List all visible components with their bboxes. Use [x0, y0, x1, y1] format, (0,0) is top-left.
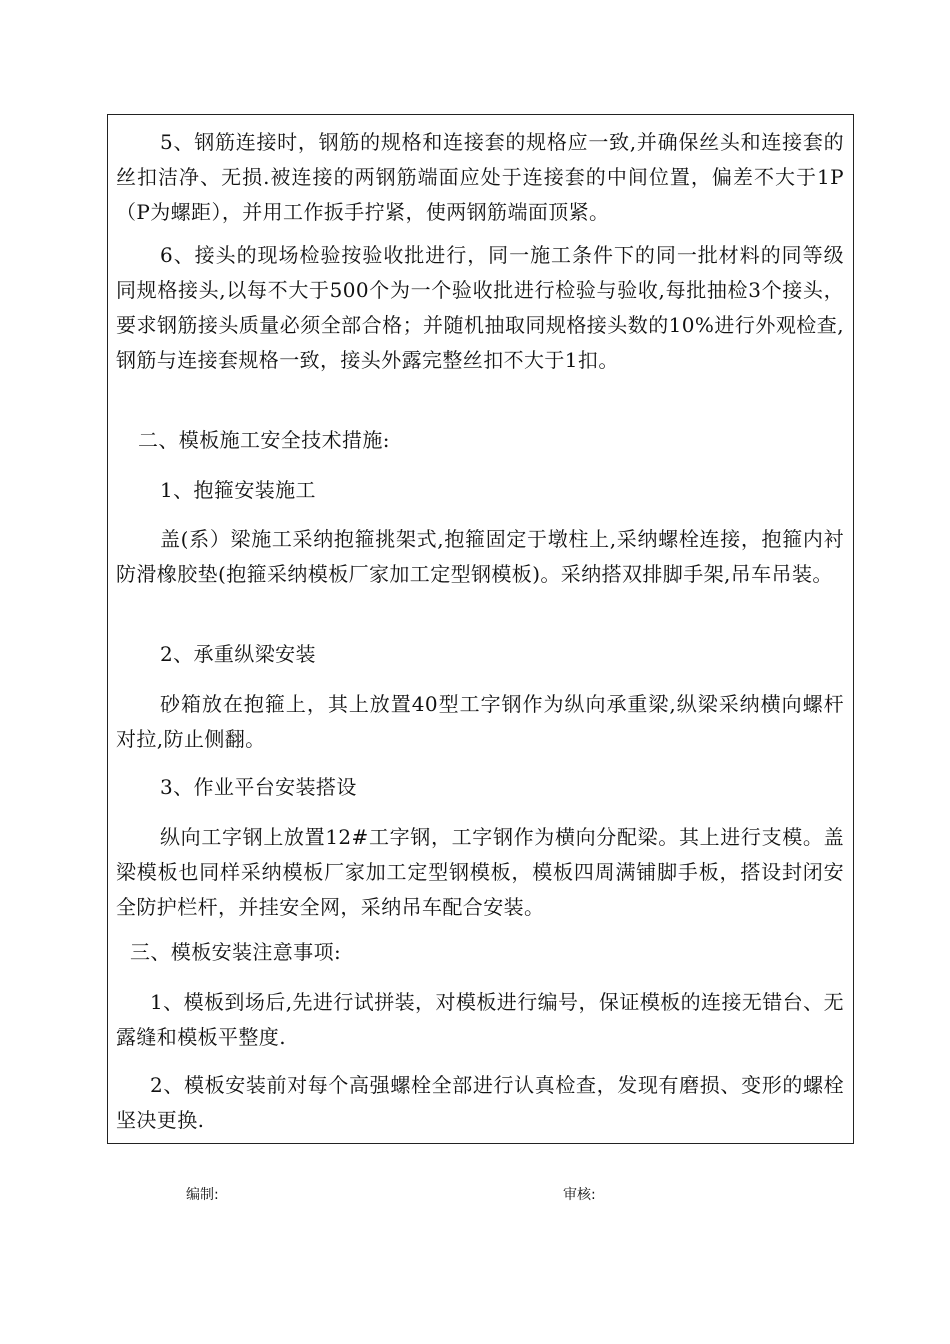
paragraph-note-1: 1、模板到场后,先进行试拼装，对模板进行编号，保证模板的连接无错台、无露缝和模板平整度. [116, 990, 844, 1049]
heading-formwork-safety: 二、模板施工安全技术措施: [138, 428, 390, 452]
paragraph-hoop-install: 盖(系）梁施工采纳抱箍挑架式,抱箍固定于墩柱上,采纳螺栓连接，抱箍内衬防滑橡胶垫(抱箍采纳模板厂家加工定型钢模板)。采纳搭双排脚手架,吊车吊装。 [116, 527, 844, 586]
paragraph-platform-install: 纵向工字钢上放置12#工字钢，工字钢作为横向分配梁。其上进行支模。盖梁模板也同样采纳模板厂家加工定型钢模板，模板四周满铺脚手板，搭设封闭安全防护栏杆，并挂安全网，采纳吊车配合安装。 [116, 825, 844, 919]
paragraph-joint-inspection: 6、接头的现场检验按验收批进行，同一施工条件下的同一批材料的同等级同规格接头,以每不大于500个为一个验收批进行检验与验收,每批抽检3个接头，要求钢筋接头质量必须全部合格；并随机抽取同规格接头数的10%进行外观检查,钢筋与连接套规格一致，接头外露完整丝扣不大于1扣。 [116, 243, 844, 372]
paragraph-rebar-connection: 5、钢筋连接时，钢筋的规格和连接套的规格应一致,并确保丝头和连接套的丝扣洁净、无损.被连接的两钢筋端面应处于连接套的中间位置，偏差不大于1P（P为螺距），并用工作扳手拧紧，使两钢筋端面顶紧。 [116, 130, 844, 224]
paragraph-note-2: 2、模板安装前对每个高强螺栓全部进行认真检查，发现有磨损、变形的螺栓坚决更换. [116, 1073, 844, 1132]
prepared-by-label: 编制: [186, 1187, 219, 1203]
reviewed-by-label: 审核: [563, 1187, 596, 1203]
subheading-beam-install: 2、承重纵梁安装 [160, 642, 316, 666]
subheading-hoop-install: 1、抱箍安装施工 [160, 478, 316, 502]
paragraph-beam-install: 砂箱放在抱箍上，其上放置40型工字钢作为纵向承重梁,纵梁采纳横向螺杆对拉,防止侧翻。 [116, 692, 844, 751]
subheading-platform-install: 3、作业平台安装搭设 [160, 775, 357, 799]
heading-formwork-notes: 三、模板安装注意事项: [130, 940, 342, 964]
